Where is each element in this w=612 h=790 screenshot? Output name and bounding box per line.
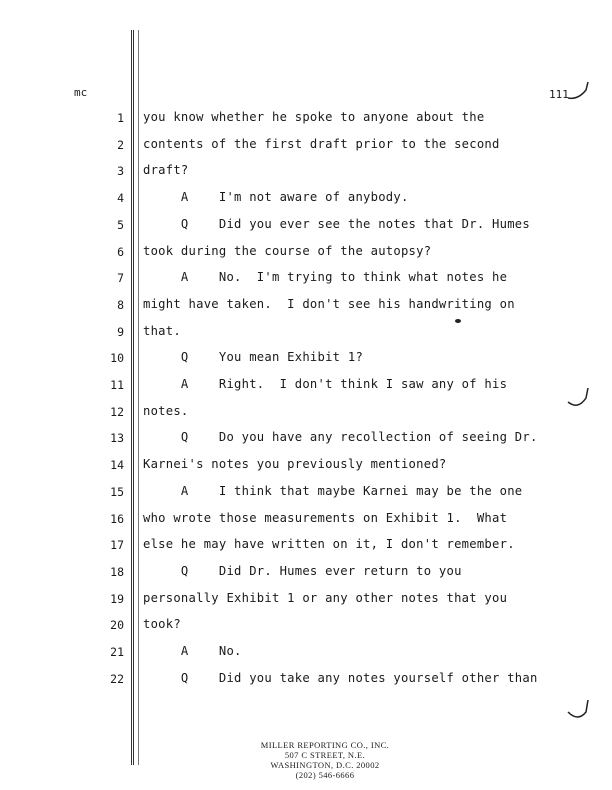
line-text: A Right. I don't think I saw any of his	[143, 377, 508, 391]
footer-street: 507 C STREET, N.E.	[284, 750, 366, 760]
line-text: that.	[143, 323, 181, 338]
line-text: you know whether he spoke to anyone about the	[143, 110, 485, 124]
line-text: contents of the first draft prior to the second	[143, 136, 500, 151]
transcript-line	[0, 135, 612, 161]
line-text: else he may have written on it, I don't remember.	[143, 537, 515, 552]
line-number: 22	[110, 671, 124, 686]
reporter-footer	[230, 740, 420, 780]
line-number: 4	[117, 191, 124, 206]
line-number: 3	[117, 164, 124, 179]
line-text: notes.	[143, 403, 189, 418]
footer-city: WASHINGTON, D.C. 20002	[270, 760, 380, 770]
transcript-line	[0, 108, 612, 134]
line-number: 7	[117, 271, 124, 286]
binding-mark-middle	[566, 388, 590, 412]
transcript-line	[0, 589, 612, 615]
transcript-line	[0, 322, 612, 348]
line-number: 5	[117, 217, 124, 232]
transcript-line	[0, 375, 612, 401]
line-number: 19	[110, 591, 124, 606]
line-text: Q You mean Exhibit 1?	[143, 350, 364, 365]
line-number: 14	[110, 458, 124, 473]
transcript-line	[0, 268, 612, 294]
reporter-initials: mc	[74, 86, 88, 99]
footer-company: MILLER REPORTING CO., INC.	[260, 740, 390, 750]
line-text: draft?	[143, 163, 189, 178]
transcript-line	[0, 348, 612, 374]
transcript-line	[0, 642, 612, 668]
footer-phone: (202) 546-6666	[295, 770, 355, 780]
line-text: A No. I'm trying to think what notes he	[143, 270, 508, 285]
line-number: 11	[110, 378, 124, 392]
binding-mark-bottom	[566, 700, 590, 724]
transcript-line	[0, 615, 612, 641]
line-text: A I'm not aware of anybody.	[143, 190, 409, 205]
line-text: Q Do you have any recollection of seeing Dr.	[143, 430, 538, 445]
transcript-line	[0, 402, 612, 428]
transcript-line	[0, 455, 612, 481]
line-text: Q Did you ever see the notes that Dr. Humes	[143, 216, 530, 231]
line-number: 6	[117, 244, 124, 259]
line-number: 9	[117, 324, 124, 339]
ink-speck	[454, 318, 462, 324]
line-number: 13	[110, 431, 124, 446]
line-number: 17	[110, 538, 124, 553]
transcript-line	[0, 295, 612, 321]
line-number: 20	[110, 618, 124, 633]
line-number: 15	[110, 484, 124, 499]
line-number: 18	[110, 564, 124, 579]
transcript-line	[0, 669, 612, 695]
line-number: 1	[117, 111, 124, 125]
transcript-line	[0, 428, 612, 454]
line-number: 12	[110, 404, 124, 419]
transcript-line	[0, 161, 612, 187]
transcript-line	[0, 215, 612, 241]
transcript-line	[0, 562, 612, 588]
line-text: Q Did you take any notes yourself other than	[143, 670, 538, 685]
line-text: A No.	[143, 644, 242, 658]
transcript-line	[0, 509, 612, 535]
line-text: who wrote those measurements on Exhibit 1. What	[143, 510, 508, 525]
page-number: 111	[549, 88, 569, 101]
line-number: 21	[110, 645, 124, 659]
line-text: Q Did Dr. Humes ever return to you	[143, 563, 462, 578]
line-text: took during the course of the autopsy?	[143, 243, 432, 258]
line-number: 8	[117, 297, 124, 312]
line-text: might have taken. I don't see his handwriting on	[143, 296, 515, 311]
transcript-line	[0, 535, 612, 561]
line-number: 16	[110, 511, 124, 526]
line-number: 2	[117, 137, 124, 152]
transcript-line	[0, 482, 612, 508]
line-text: A I think that maybe Karnei may be the one	[143, 483, 523, 498]
line-text: Karnei's notes you previously mentioned?	[143, 457, 447, 472]
binding-mark-top	[566, 80, 590, 102]
transcript-line	[0, 188, 612, 214]
line-text: personally Exhibit 1 or any other notes that you	[143, 590, 508, 605]
transcript-line	[0, 242, 612, 268]
line-text: took?	[143, 617, 181, 632]
line-number: 10	[110, 351, 124, 366]
